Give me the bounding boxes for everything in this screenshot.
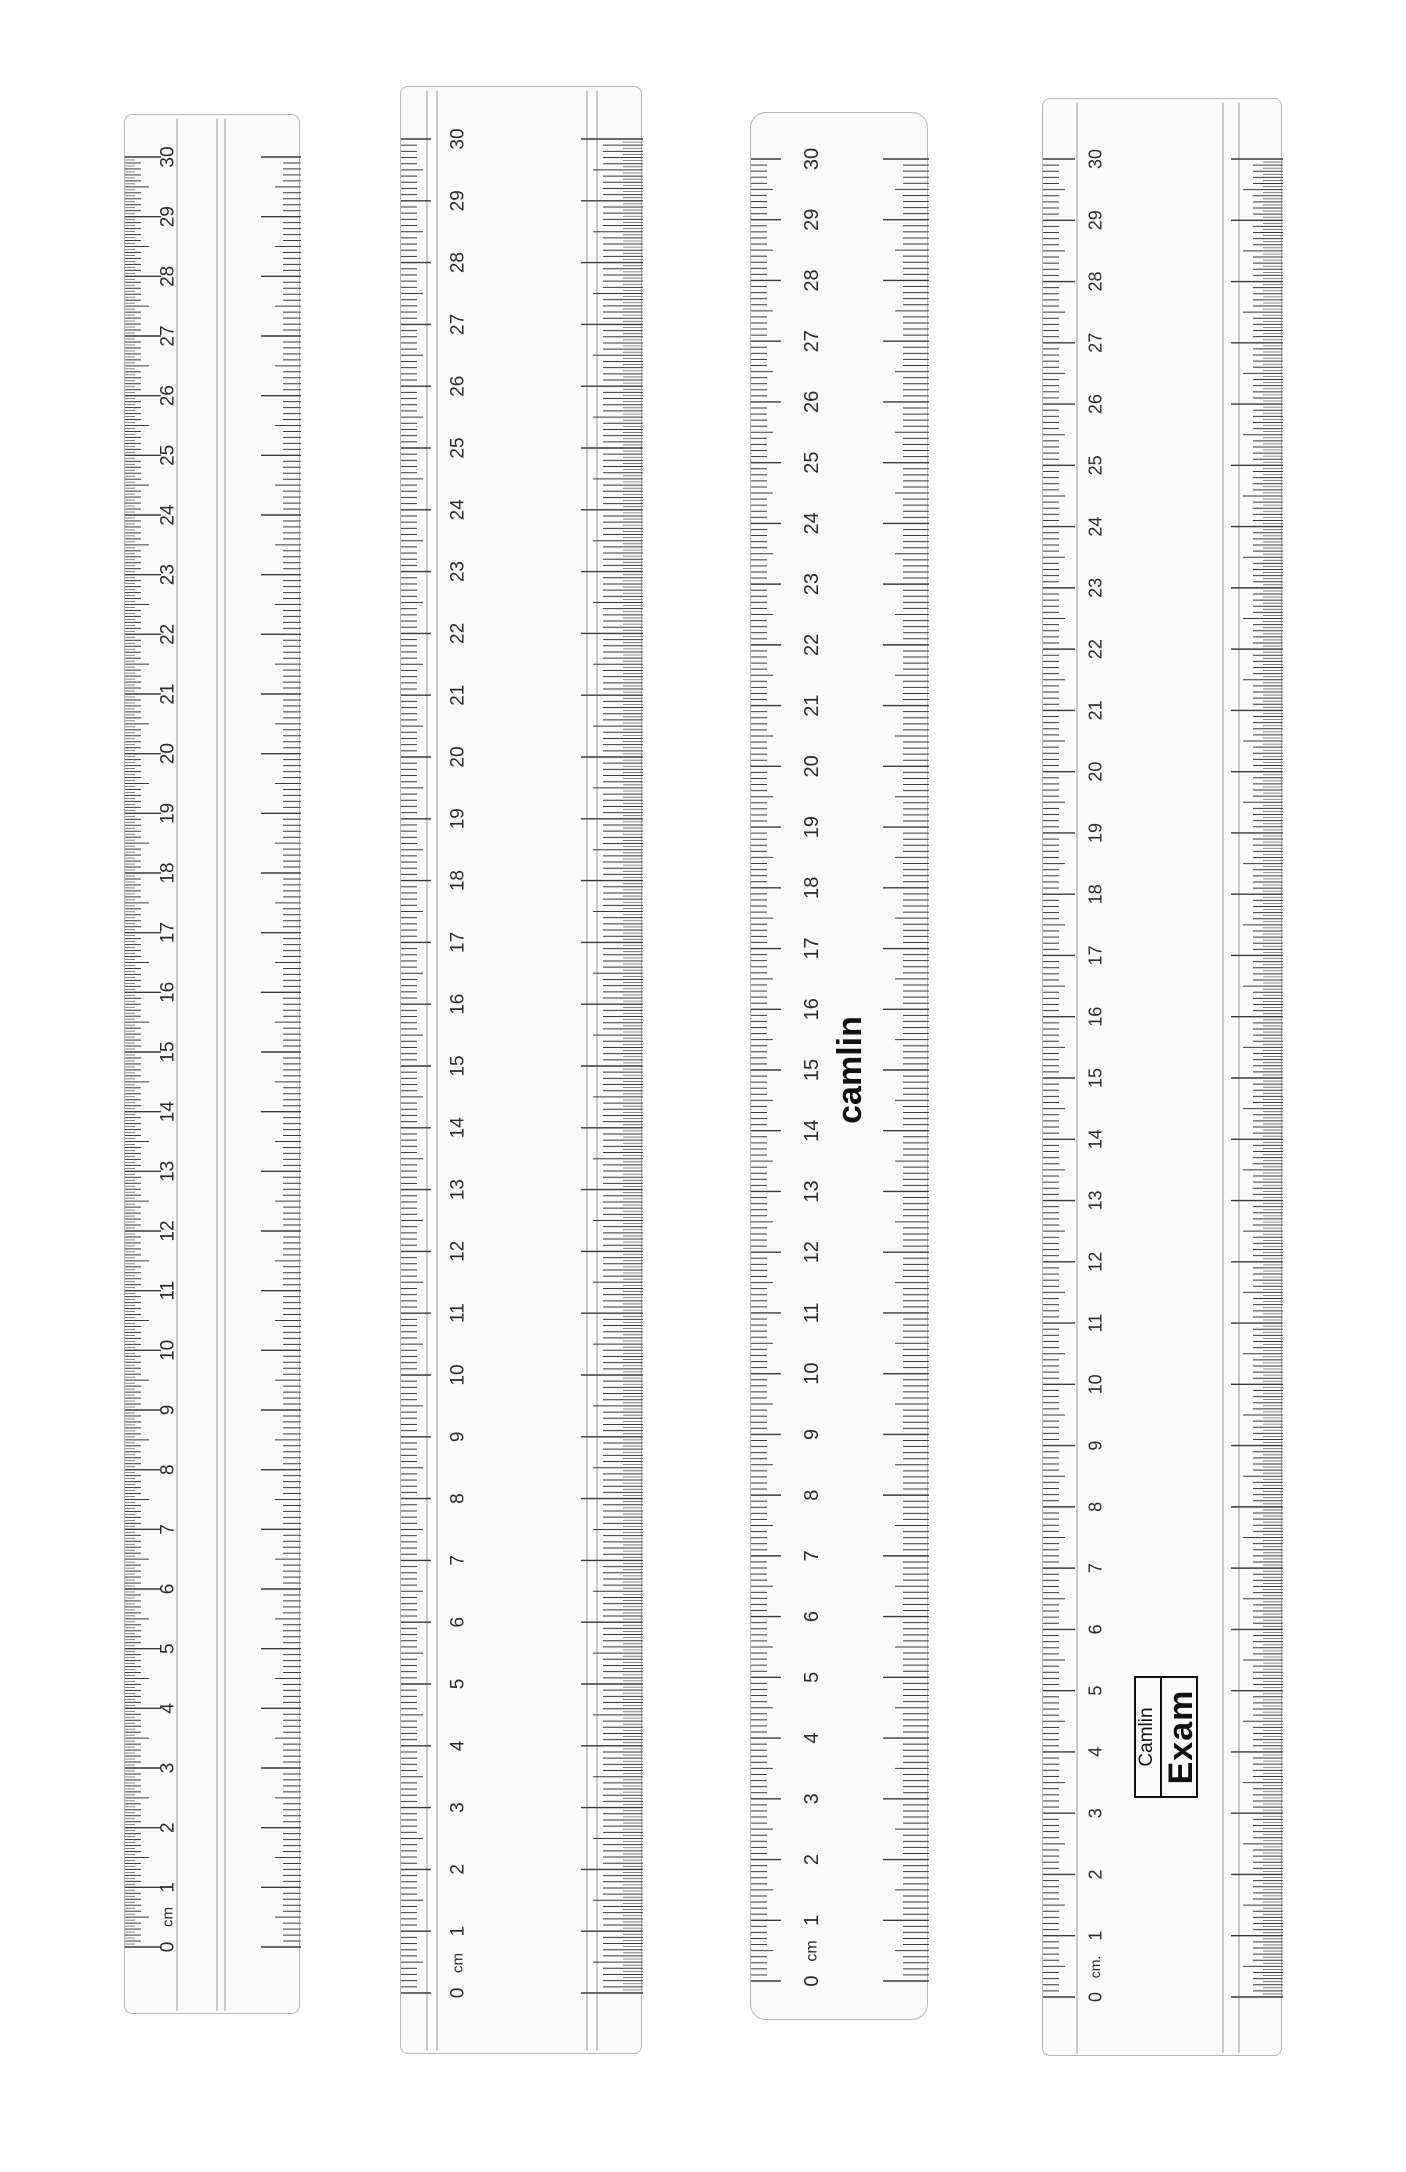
cm-label: 29: [1085, 210, 1106, 231]
cm-label: 18: [157, 862, 179, 884]
cm-label: 2: [801, 1853, 823, 1866]
ruler-2: [400, 86, 642, 2054]
cm-label: 24: [447, 499, 469, 521]
cm-label: 18: [801, 876, 823, 899]
cm-label: 9: [801, 1428, 823, 1440]
cm-label: 15: [1085, 1067, 1106, 1089]
cm-label: 27: [157, 325, 179, 347]
cm-label: 24: [1085, 516, 1106, 537]
cm-label: 5: [1085, 1685, 1106, 1696]
cm-label: 21: [447, 684, 469, 706]
cm-label: 2: [1085, 1869, 1106, 1880]
cm-label: 20: [1085, 761, 1106, 782]
cm-label: 28: [1085, 271, 1106, 292]
cm-label: 12: [801, 1241, 823, 1264]
cm-label: 0: [1085, 1991, 1106, 2003]
cm-label: 29: [801, 208, 823, 231]
cm-label: 23: [801, 573, 823, 596]
cm-label: 17: [801, 937, 823, 960]
cm-label: 18: [447, 870, 469, 892]
cm-label: 13: [157, 1160, 179, 1182]
cm-label: 20: [801, 755, 823, 778]
cm-label: 11: [801, 1302, 823, 1324]
cm-label: 22: [801, 633, 823, 656]
cm-label: 11: [157, 1280, 179, 1301]
cm-label: 22: [447, 622, 469, 644]
cm-label: 30: [157, 146, 179, 168]
cm-label: 17: [1085, 945, 1106, 966]
cm-label: 26: [1085, 394, 1106, 415]
cm-label: 4: [1085, 1746, 1106, 1757]
cm-label: 27: [1085, 332, 1106, 353]
cm-label: 16: [801, 998, 823, 1021]
cm-label: 11: [1085, 1313, 1106, 1333]
cm-label: 1: [157, 1882, 179, 1893]
unit-label: cm: [803, 1940, 821, 1962]
cm-label: 6: [801, 1611, 823, 1623]
cm-label: 19: [801, 815, 823, 839]
cm-label: 5: [157, 1643, 179, 1654]
cm-label: 4: [801, 1732, 823, 1744]
cm-label: 1: [801, 1914, 823, 1926]
cm-label: 13: [801, 1180, 823, 1203]
cm-label: 6: [447, 1616, 469, 1628]
cm-label: 3: [447, 1802, 469, 1813]
cm-label: 5: [447, 1678, 469, 1690]
cm-label: 20: [157, 743, 179, 765]
logo-brand: Camlin: [1134, 1676, 1162, 1798]
unit-label: cm: [159, 1907, 177, 1927]
cm-label: 2: [447, 1864, 469, 1875]
cm-label: 27: [801, 330, 823, 353]
cm-label: 9: [157, 1404, 179, 1416]
cm-label: 6: [157, 1583, 179, 1595]
cm-label: 12: [157, 1220, 179, 1242]
cm-label: 3: [801, 1793, 823, 1805]
ruler-1-scale: [125, 115, 301, 2015]
cm-label: 5: [801, 1671, 823, 1683]
cm-label: 3: [157, 1762, 179, 1774]
ruler-2-scale: [401, 87, 643, 2055]
cm-label: 21: [1085, 700, 1106, 721]
ruler-1: [124, 114, 300, 2014]
unit-label: cm.: [1086, 1955, 1103, 1979]
cm-label: 23: [1085, 577, 1106, 598]
cm-label: 14: [801, 1119, 823, 1142]
cm-label: 29: [157, 206, 179, 228]
cm-label: 10: [1085, 1374, 1106, 1395]
cm-label: 17: [447, 931, 469, 953]
cm-label: 16: [157, 981, 179, 1003]
cm-label: 10: [801, 1362, 823, 1385]
cm-label: 28: [447, 252, 469, 274]
cm-label: 4: [157, 1703, 179, 1714]
cm-label: 0: [447, 1987, 469, 1999]
cm-label: 24: [801, 512, 823, 535]
cm-label: 21: [157, 683, 179, 705]
cm-label: 29: [447, 190, 469, 212]
cm-label: 12: [1085, 1251, 1106, 1272]
cm-label: 10: [447, 1364, 469, 1386]
cm-label: 23: [447, 561, 469, 583]
cm-label: 30: [801, 147, 823, 171]
cm-label: 15: [801, 1058, 823, 1082]
cm-label: 17: [157, 922, 179, 944]
cm-label: 11: [447, 1303, 469, 1324]
cm-label: 26: [157, 385, 179, 407]
cm-label: 2: [157, 1822, 179, 1833]
cm-label: 28: [157, 265, 179, 287]
unit-label: cm: [449, 1953, 467, 1973]
camlin-exam-logo: [1134, 1676, 1198, 1798]
cm-label: 20: [447, 746, 469, 768]
cm-label: 14: [157, 1101, 179, 1123]
cm-label: 0: [157, 1941, 179, 1953]
cm-label: 30: [1085, 148, 1106, 170]
cm-label: 6: [1085, 1624, 1106, 1635]
cm-label: 0: [801, 1975, 823, 1987]
cm-label: 12: [447, 1240, 469, 1262]
cm-label: 9: [447, 1431, 469, 1443]
cm-label: 19: [447, 808, 469, 830]
cm-label: 7: [157, 1524, 179, 1535]
cm-label: 8: [801, 1489, 823, 1501]
cm-label: 8: [447, 1493, 469, 1504]
cm-label: 22: [157, 623, 179, 645]
cm-label: 30: [447, 128, 469, 150]
cm-label: 10: [157, 1339, 179, 1361]
cm-label: 13: [1085, 1190, 1106, 1211]
cm-label: 19: [157, 802, 179, 824]
cm-label: 8: [157, 1464, 179, 1475]
cm-label: 14: [1085, 1129, 1106, 1150]
cm-label: 25: [1085, 455, 1106, 476]
cm-label: 7: [1085, 1563, 1106, 1574]
cm-label: 15: [447, 1055, 469, 1077]
cm-label: 26: [801, 390, 823, 414]
cm-label: 16: [447, 993, 469, 1015]
cm-label: 7: [447, 1555, 469, 1566]
cm-label: 14: [447, 1117, 469, 1139]
cm-label: 8: [1085, 1501, 1106, 1512]
cm-label: 23: [157, 564, 179, 586]
cm-label: 7: [801, 1550, 823, 1562]
cm-label: 25: [447, 437, 469, 459]
logo-product: Exam: [1162, 1689, 1200, 1785]
camlin-brand-text: camlin: [831, 1016, 869, 1124]
cm-label: 19: [1085, 822, 1106, 843]
cm-label: 25: [801, 451, 823, 474]
cm-label: 22: [1085, 639, 1106, 660]
cm-label: 28: [801, 269, 823, 292]
cm-label: 16: [1085, 1006, 1106, 1027]
cm-label: 25: [157, 444, 179, 466]
cm-label: 3: [1085, 1808, 1106, 1819]
cm-label: 15: [157, 1041, 179, 1063]
cm-label: 4: [447, 1740, 469, 1752]
cm-label: 13: [447, 1179, 469, 1201]
cm-label: 26: [447, 375, 469, 397]
cm-label: 27: [447, 313, 469, 335]
cm-label: 24: [157, 504, 179, 526]
cm-label: 21: [801, 694, 823, 717]
cm-label: 1: [1085, 1930, 1106, 1941]
cm-label: 18: [1085, 884, 1106, 905]
cm-label: 1: [447, 1925, 469, 1937]
cm-label: 9: [1085, 1440, 1106, 1451]
